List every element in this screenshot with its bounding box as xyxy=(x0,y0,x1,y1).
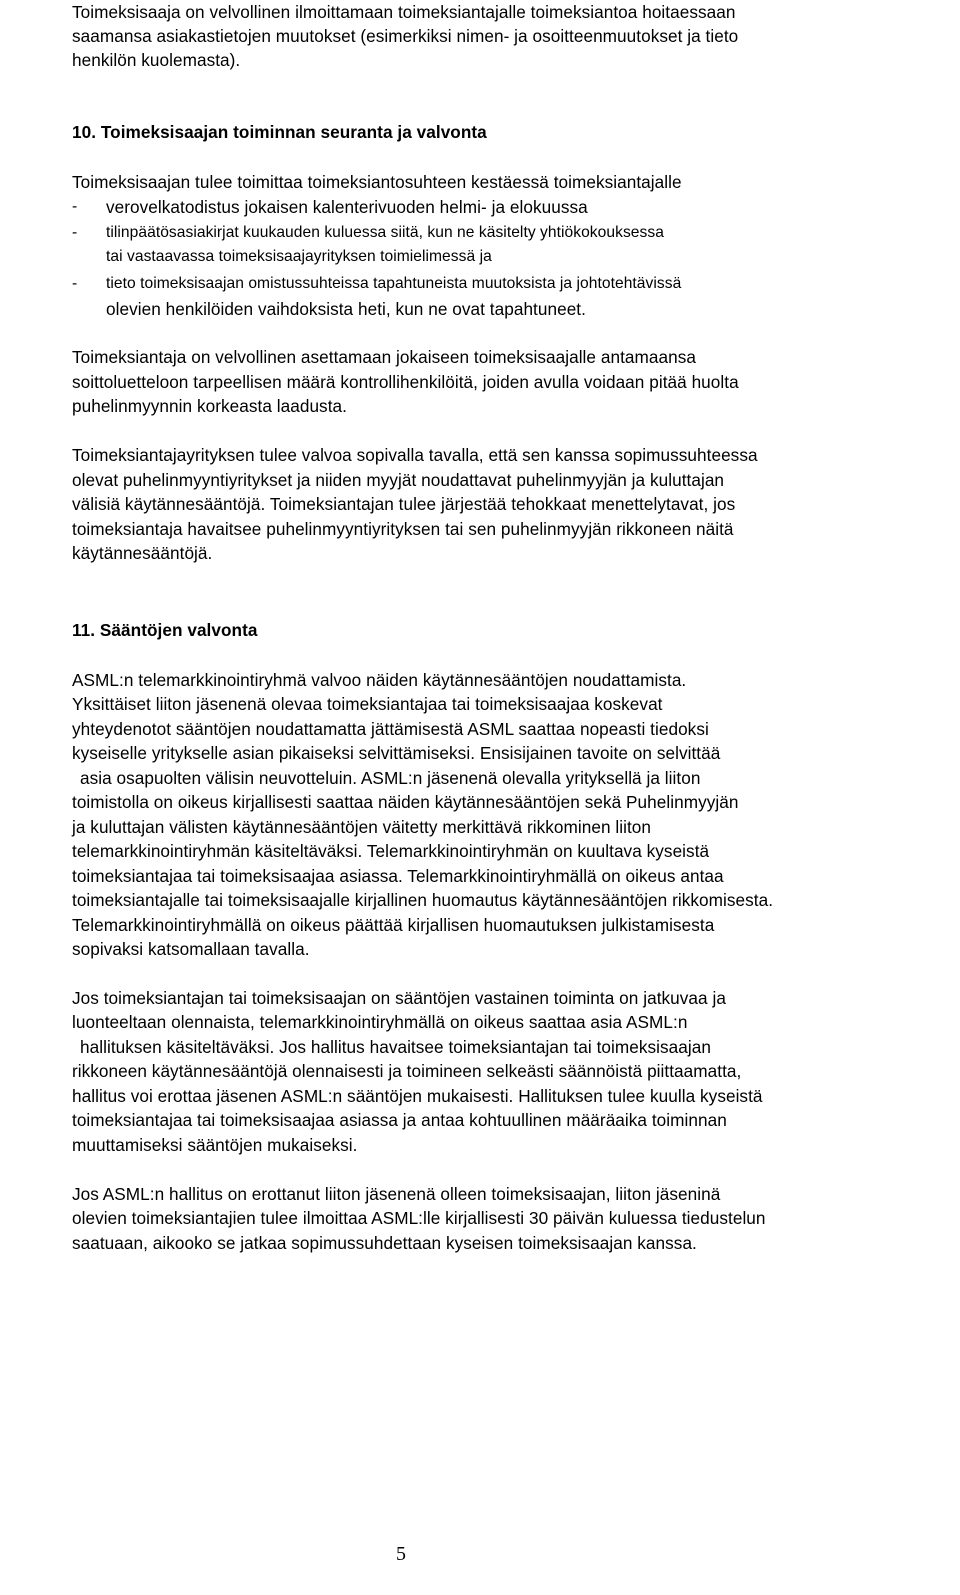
section-11-para1-line: toimeksiantajalle tai toimeksisaajalle kirjallinen huomautus käytännesääntöjen rikkomisesta. xyxy=(72,890,774,910)
section-11-para2-line: toimeksiantajaa tai toimeksisaajaa asiassa ja antaa kohtuullinen määräaika toiminnan xyxy=(72,1110,727,1130)
section-11-para2-line: rikkoneen käytännesääntöjä olennaisesti ja toimineen selkeästi säännöistä piittaamatta, xyxy=(72,1061,742,1081)
page-number: 5 xyxy=(396,1543,406,1565)
section-11-para1-line: yhteydenotot sääntöjen noudattamatta jättämisestä ASML saattaa nopeasti tiedoksi xyxy=(72,719,709,739)
bullet-3-line: tieto toimeksisaajan omistussuhteissa tapahtuneista muutoksista ja johtotehtävissä xyxy=(106,275,682,292)
section-11-para1-line: asia osapuolten välisin neuvotteluin. ASML:n jäsenenä olevalla yrityksellä ja liiton xyxy=(80,768,701,788)
section-11-para1-line: toimeksiantajaa tai toimeksisaajaa asiassa. Telemarkkinointiryhmällä on oikeus antaa xyxy=(72,866,724,886)
bullet-3-line: olevien henkilöiden vaihdoksista heti, kun ne ovat tapahtuneet. xyxy=(106,299,586,319)
intro-line: henkilön kuolemasta). xyxy=(72,50,241,70)
intro-line: Toimeksisaaja on velvollinen ilmoittamaan toimeksiantajalle toimeksiantoa hoitaessaan xyxy=(72,2,736,22)
section-11-para2-line: hallitus voi erottaa jäsenen ASML:n sääntöjen mukaisesti. Hallituksen tulee kuulla kyseistä xyxy=(72,1086,763,1106)
section-11-para1-line: Yksittäiset liiton jäsenenä olevaa toimeksiantajaa tai toimeksisaajaa koskevat xyxy=(72,694,663,714)
section-10-heading: 10. Toimeksisaajan toiminnan seuranta ja valvonta xyxy=(72,122,487,142)
section-11-para1-line: toimistolla on oikeus kirjallisesti saattaa näiden käytännesääntöjen sekä Puhelinmyyjän xyxy=(72,792,739,812)
section-11-para1-line: kyseiselle yritykselle asian pikaiseksi selvittämiseksi. Ensisijainen tavoite on selvittää xyxy=(72,743,721,763)
section-10-para3-line: olevat puhelinmyyntiyritykset ja niiden myyjät noudattavat puhelinmyyjän ja kuluttajan xyxy=(72,470,725,490)
bullet-2-line: tilinpäätösasiakirjat kuukauden kuluessa siitä, kun ne käsitelty yhtiökokouksessa xyxy=(106,224,664,241)
section-11-para1-line: telemarkkinointiryhmän käsiteltäväksi. Telemarkkinointiryhmän on kuultava kyseistä xyxy=(72,841,710,861)
section-10-para2-line: puhelinmyynnin korkeasta laadusta. xyxy=(72,396,347,416)
section-11-para1-line: ASML:n telemarkkinointiryhmä valvoo näiden käytännesääntöjen noudattamista. xyxy=(72,670,687,690)
bullet-dash: - xyxy=(72,198,78,215)
section-10-para2-line: Toimeksiantaja on velvollinen asettamaan jokaiseen toimeksisaajalle antamaansa xyxy=(72,347,696,367)
section-10-lead: Toimeksisaajan tulee toimittaa toimeksiantosuhteen kestäessä toimeksiantajalle xyxy=(72,172,682,192)
bullet-dash: - xyxy=(72,275,78,292)
section-11-para3-line: saatuaan, aikooko se jatkaa sopimussuhdettaan kyseisen toimeksisaajan kanssa. xyxy=(72,1233,697,1253)
section-11-para2-line: hallituksen käsiteltäväksi. Jos hallitus havaitsee toimeksiantajan tai toimeksisaajan xyxy=(80,1037,711,1057)
section-11-para3-line: olevien toimeksiantajien tulee ilmoittaa ASML:lle kirjallisesti 30 päivän kuluessa tiedustelun xyxy=(72,1208,766,1228)
bullet-2-line: tai vastaavassa toimeksisaajayrityksen toimielimessä ja xyxy=(106,248,492,265)
section-10-para2-line: soittoluetteloon tarpeellisen määrä kontrollihenkilöitä, joiden avulla voidaan pitää huolta xyxy=(72,372,739,392)
bullet-1-line: verovelkatodistus jokaisen kalenterivuoden helmi- ja elokuussa xyxy=(106,197,588,217)
section-11-para1-line: Telemarkkinointiryhmällä on oikeus päättää kirjallisen huomautuksen julkistamisesta xyxy=(72,915,715,935)
bullet-dash: - xyxy=(72,224,78,241)
section-11-para3-line: Jos ASML:n hallitus on erottanut liiton jäsenenä olleen toimeksisaajan, liiton jäseninä xyxy=(72,1184,721,1204)
section-10-para3-line: toimeksiantaja havaitsee puhelinmyyntiyrityksen tai sen puhelinmyyjän rikkoneen näitä xyxy=(72,519,734,539)
section-10-para3-line: Toimeksiantajayrityksen tulee valvoa sopivalla tavalla, että sen kanssa sopimussuhteessa xyxy=(72,445,758,465)
section-11-para1-line: ja kuluttajan välisten käytännesääntöjen väitetty merkittävä rikkominen liiton xyxy=(72,817,652,837)
section-11-para2-line: luonteeltaan olennaista, telemarkkinointiryhmällä on oikeus saattaa asia ASML:n xyxy=(72,1012,688,1032)
section-11-heading: 11. Sääntöjen valvonta xyxy=(72,620,258,640)
section-11-para2-line: muuttamiseksi sääntöjen mukaiseksi. xyxy=(72,1135,358,1155)
section-10-para3-line: välisiä käytännesääntöjä. Toimeksiantajan tulee järjestää tehokkaat menettelytavat, jos xyxy=(72,494,736,514)
intro-line: saamansa asiakastietojen muutokset (esimerkiksi nimen- ja osoitteenmuutokset ja tieto xyxy=(72,26,739,46)
section-11-para2-line: Jos toimeksiantajan tai toimeksisaajan on sääntöjen vastainen toiminta on jatkuvaa ja xyxy=(72,988,726,1008)
section-10-para3-line: käytännesääntöjä. xyxy=(72,543,213,563)
section-11-para1-line: sopivaksi katsomallaan tavalla. xyxy=(72,939,310,959)
